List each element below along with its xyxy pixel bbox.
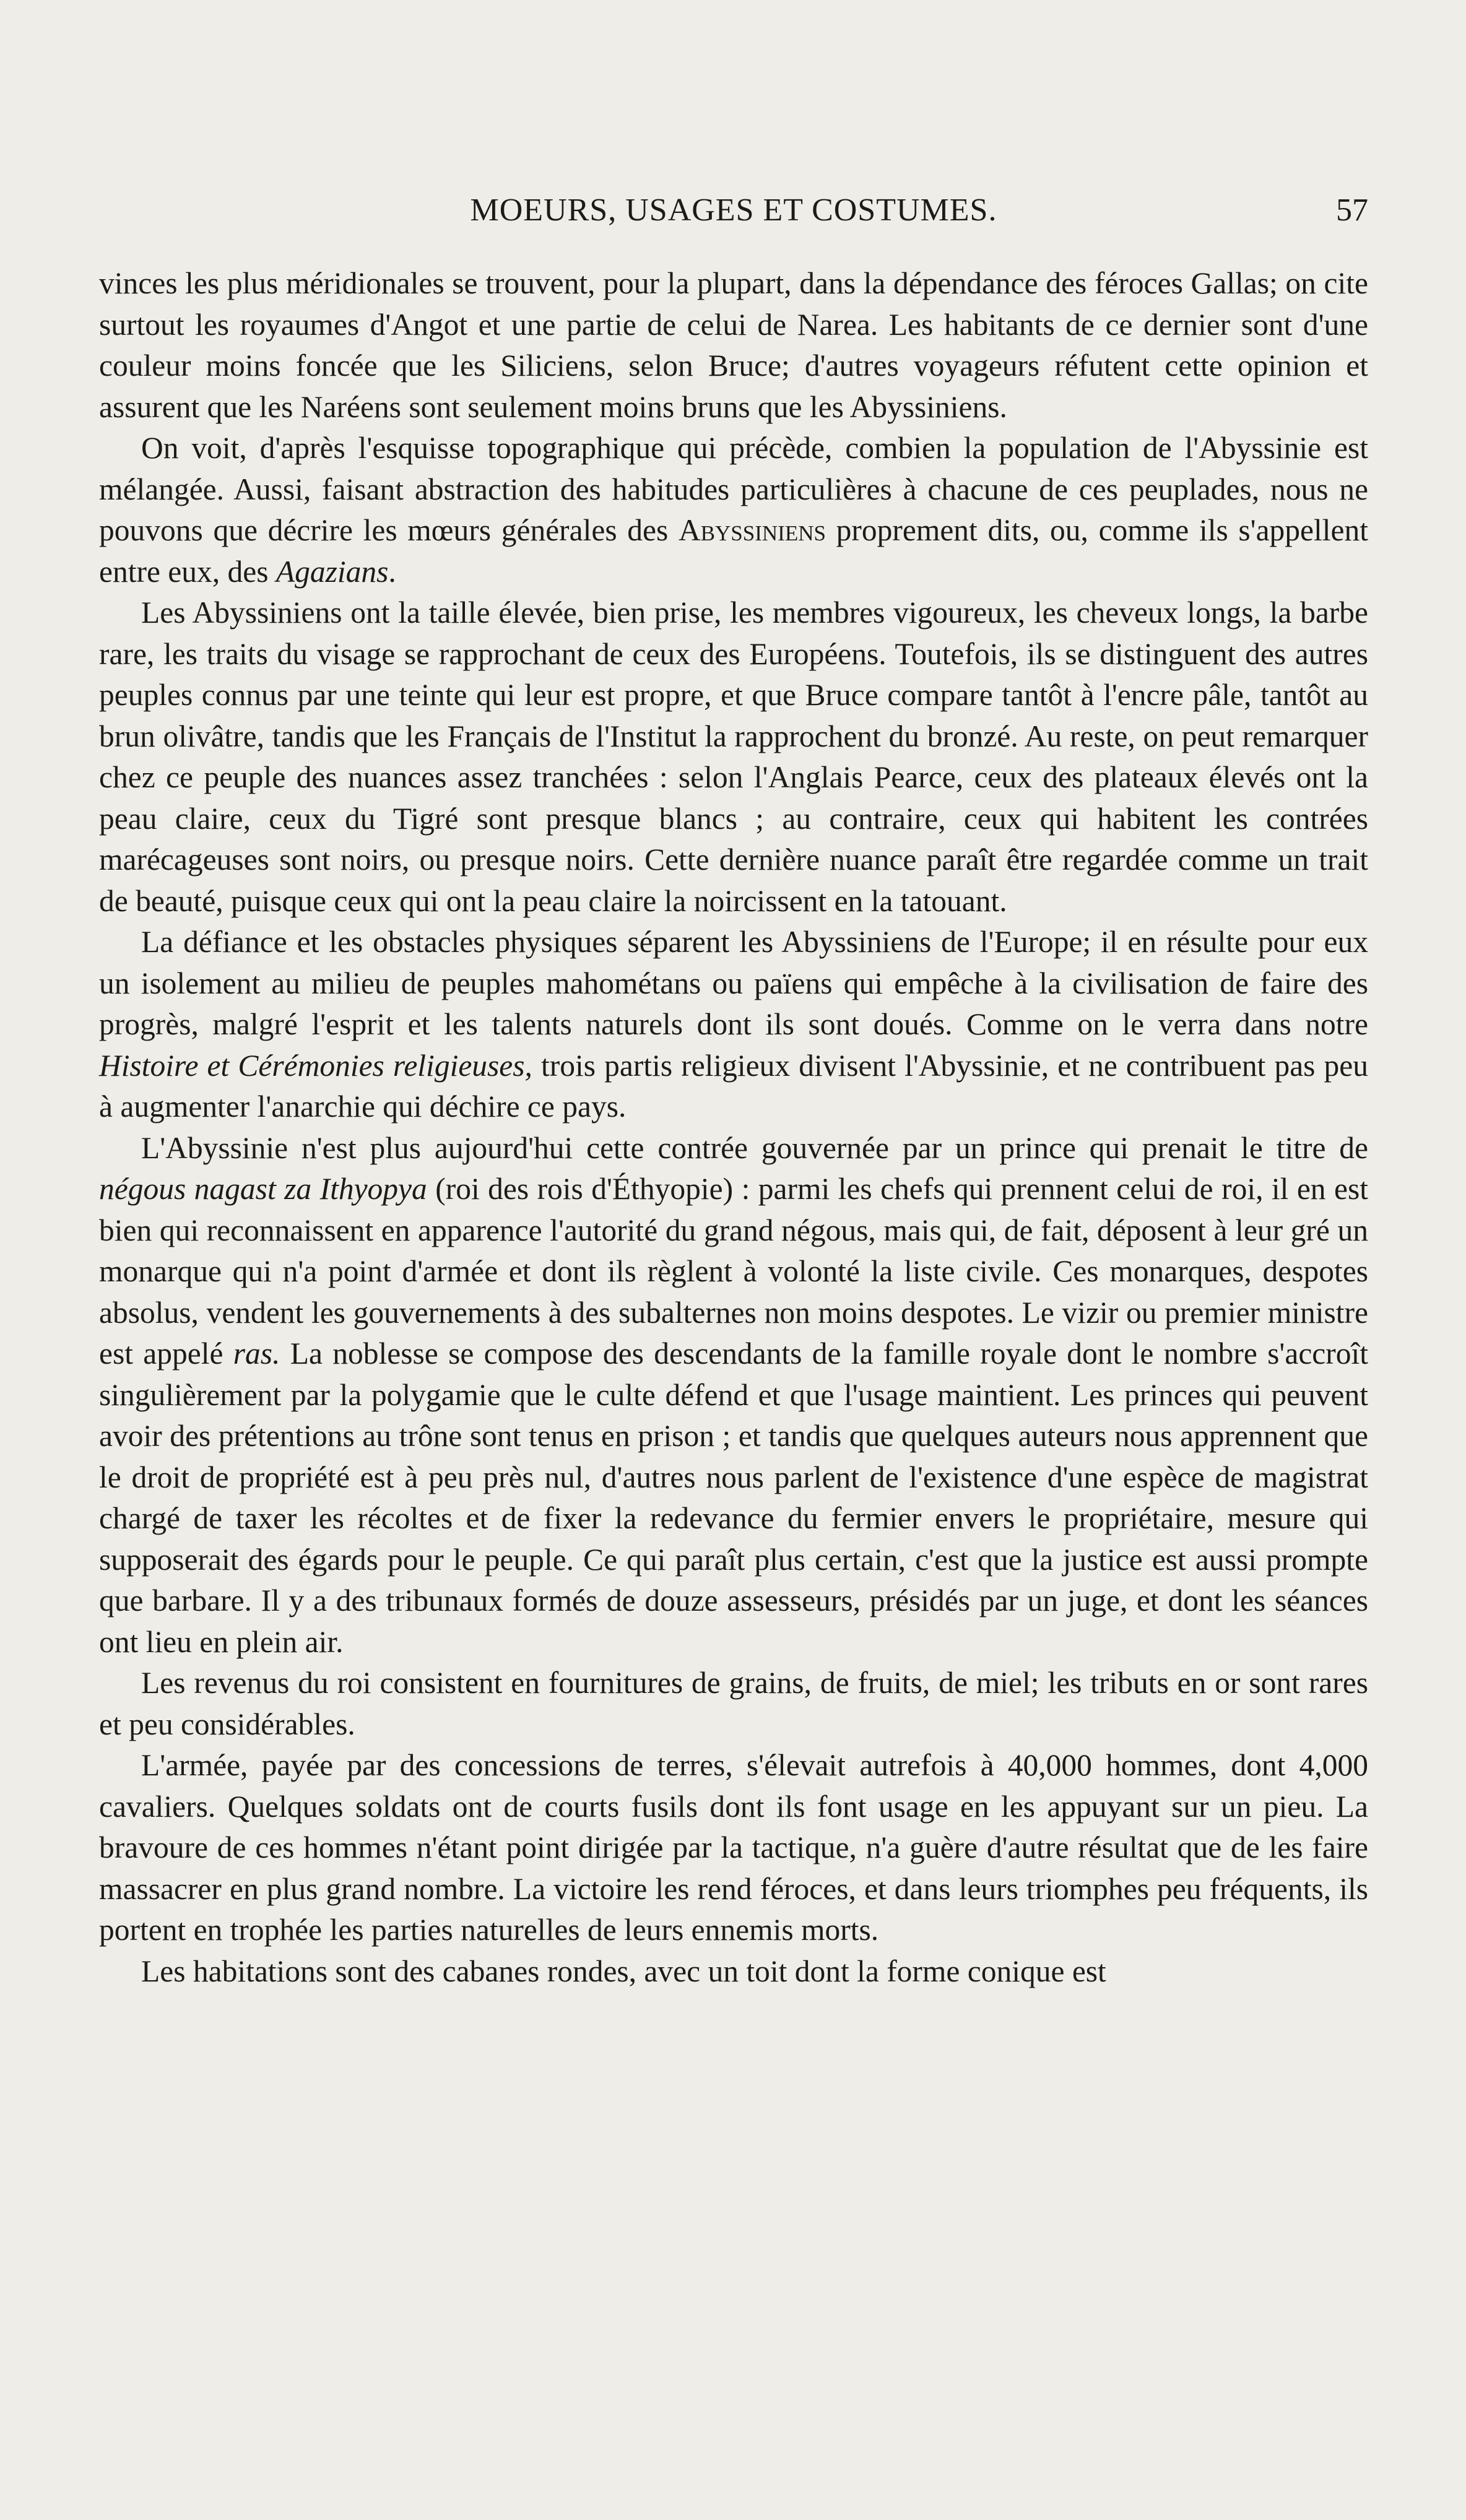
paragraph-physique: Les Abyssiniens ont la taille élevée, bien prise, les membres vigoureux, les cheveux longs, la barbe rare, les traits du visage se rapprochant de ceux des Européens. Toutefois, ils se distinguent des autres peuples connus par une teinte qui leur est propre, et que Bruce compare tantôt à l'encre pâle, tantôt au brun olivâtre, tandis que les Français de l'Institut la rapprochent du bronzé. Au reste, on peut remarquer chez ce peuple des nuances assez tranchées : selon l'Anglais Pearce, ceux des plateaux élevés ont la peau claire, ceux du Tigré sont presque blancs ; au contraire, ceux qui habitent les contrées marécageuses sont noirs, ou presque noirs. Cette dernière nuance paraît être regardée comme un trait de beauté, puisque ceux qui ont la peau claire la noircissent en la tatouant. [99, 595, 1368, 918]
paragraph-revenues: Les revenus du roi consistent en fournitures de grains, de fruits, de miel; les tributs en or sont rares et peu considérables. [99, 1666, 1368, 1741]
paragraph-isolation [99, 922, 1368, 1128]
paragraph-text: proprement dits, ou, comme ils s'appellent entre eux, des [99, 513, 1368, 589]
running-title: MOEURS, USAGES ET COSTUMES. [470, 193, 997, 228]
paragraph-dwellings: Les habitations sont des cabanes rondes, avec un toit dont la forme conique est [141, 1954, 1106, 1988]
paragraph-text: trois partis religieux divisent l'Abyssinie, et ne contribuent pas peu à augmenter l'anarchie qui déchire ce pays. [99, 1048, 1369, 1124]
small-caps-term: Abyssiniens [678, 513, 826, 547]
italic-term: Agazians [275, 554, 389, 589]
paragraph-text: . [388, 554, 396, 589]
italic-ras-term: ras. [233, 1336, 280, 1370]
body-text [99, 263, 1368, 1992]
paragraph-text: L'Abyssinie n'est plus aujourd'hui cette contrée gouvernée par un prince qui prenait le titre de [141, 1130, 1368, 1165]
paragraph-government [99, 1128, 1368, 1663]
paragraph-continuation: vinces les plus méridionales se trouvent, pour la plupart, dans la dépendance des féroces Gallas; on cite surtout les royaumes d'Angot et une partie de celui de Narea. Les habitants de ce dernier sont d'une couleur moins foncée que les Siliciens, selon Bruce; d'autres voyageurs réfutent cette opinion et assurent que les Naréens sont seulement moins bruns que les Abyssiniens. [99, 266, 1368, 424]
paragraph-text: (roi des rois d'Éthyopie) : parmi les chefs qui prennent celui de roi, il en est bien qui reconnaissent en apparence l'autorité du grand négous, mais qui, de fait, déposent à leur gré un monarque qui n'a point d'armée et dont ils règlent à volonté la liste civile. Ces monarques, despotes absolus, vendent les gouvernements à des subalternes non moins despotes. Le vizir ou premier ministre est appelé [99, 1172, 1368, 1370]
paragraph-text: On voit, d'après l'esquisse topographique qui précède, combien la population de l'Abyssinie est mélangée. Aussi, faisant abstraction des habitudes particulières à chacune de ces peuplades, nous ne pouvons que décrire les mœurs générales des [99, 431, 1368, 547]
italic-title-term: négous nagast za Ithyopya [99, 1172, 427, 1206]
paragraph-text: La défiance et les obstacles physiques séparent les Abyssiniens de l'Europe; il en résulte pour eux un isolement au milieu de peuples mahométans ou païens qui empêche à la civilisation de faire des progrès, malgré l'esprit et les talents naturels dont ils sont doués. Comme on le verra dans notre [99, 925, 1368, 1041]
paragraph-army: L'armée, payée par des concessions de terres, s'élevait autrefois à 40,000 hommes, dont 4,000 cavaliers. Quelques soldats ont de courts fusils dont ils font usage en les appuyant sur un pieu. La bravoure de ces hommes n'étant point dirigée par la tactique, n'a guère d'autre résultat que de les faire massacrer en plus grand nombre. La victoire les rend féroces, et dans leurs triomphes peu fréquents, ils portent en trophée les parties naturelles de leurs ennemis morts. [99, 1748, 1368, 1947]
page-number: 57 [1336, 193, 1368, 228]
paragraph-population [99, 428, 1368, 592]
paragraph-text: La noblesse se compose des descendants de la famille royale dont le nombre s'accroît singulièrement par la polygamie que le culte défend et que l'usage maintient. Les princes qui peuvent avoir des prétentions au trône sont tenus en prison ; et tandis que quelques auteurs nous apprennent que le droit de propriété est à peu près nul, d'autres nous parlent de l'existence d'une espèce de magistrat chargé de taxer les récoltes et de fixer la redevance du fermier envers le propriétaire, mesure qui supposerait des égards pour le peuple. Ce qui paraît plus certain, c'est que la justice est aussi prompte que barbare. Il y a des tribunaux formés de douze assesseurs, présidés par un juge, et dont les séances ont lieu en plein air. [99, 1336, 1368, 1659]
page-header [99, 186, 1368, 235]
italic-book-title: Histoire et Cérémonies religieuses, [99, 1048, 532, 1083]
